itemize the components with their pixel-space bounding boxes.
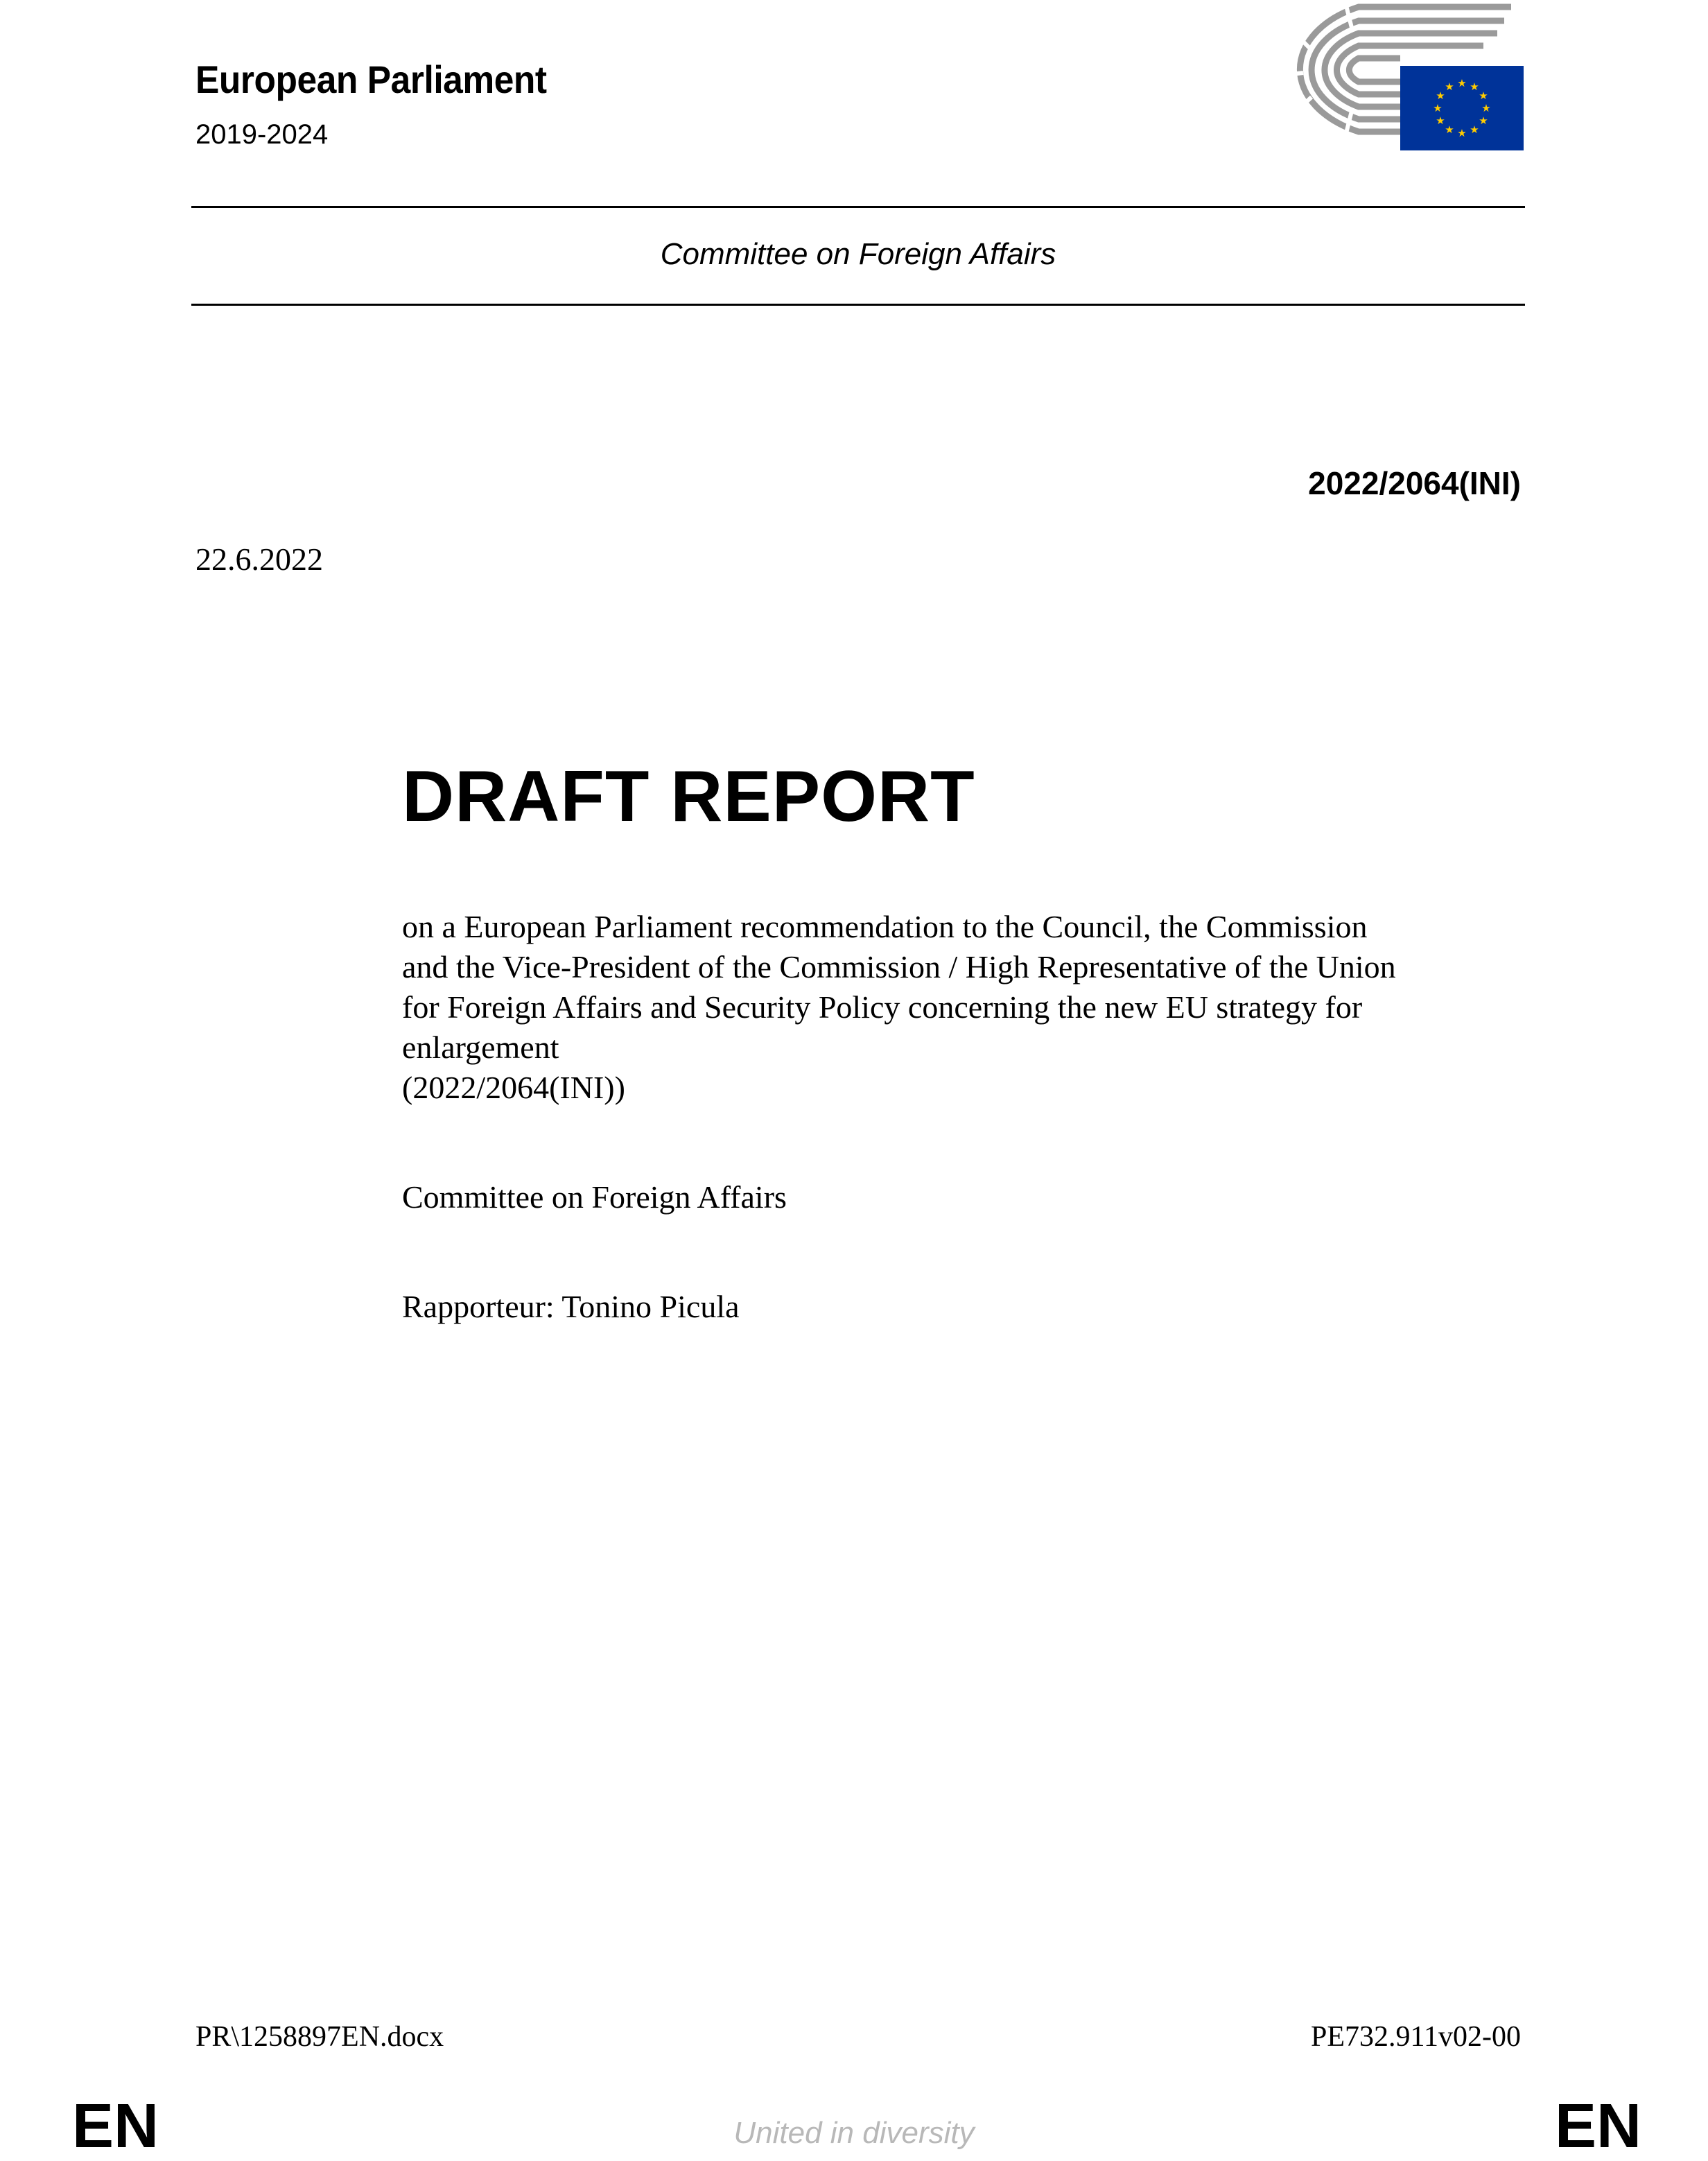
subject-line: enlargement xyxy=(402,1030,559,1065)
subject-line: and the Vice-President of the Commission / High Representative of the Union xyxy=(402,949,1396,984)
svg-text:★: ★ xyxy=(1436,114,1445,127)
subject-procedure-line: (2022/2064(INI)) xyxy=(402,1070,625,1105)
svg-text:★: ★ xyxy=(1479,89,1488,102)
svg-text:★: ★ xyxy=(1481,102,1491,114)
procedure-reference: 2022/2064(INI) xyxy=(1308,465,1521,501)
rapporteur: Rapporteur: Tonino Picula xyxy=(402,1289,740,1324)
eu-motto: United in diversity xyxy=(733,2116,975,2150)
document-date: 22.6.2022 xyxy=(195,541,323,577)
language-code-left: EN xyxy=(72,2092,159,2161)
svg-text:★: ★ xyxy=(1445,80,1454,93)
footer-pe-reference: PE732.911v02-00 xyxy=(1311,2021,1521,2053)
svg-text:★: ★ xyxy=(1436,89,1445,102)
svg-text:★: ★ xyxy=(1457,127,1467,139)
subject-line: for Foreign Affairs and Security Policy concerning the new EU strategy for xyxy=(402,989,1363,1025)
svg-text:★: ★ xyxy=(1445,123,1454,136)
header-rule-top xyxy=(191,206,1525,208)
svg-text:★: ★ xyxy=(1433,102,1443,114)
subject-line: on a European Parliament recommendation to the Council, the Commission xyxy=(402,909,1368,944)
european-parliament-logo-icon xyxy=(1248,0,1525,153)
document-title: DRAFT REPORT xyxy=(402,756,975,837)
svg-text:★: ★ xyxy=(1457,77,1467,89)
language-code-right: EN xyxy=(1554,2092,1641,2161)
report-subject xyxy=(402,907,1539,1108)
svg-text:★: ★ xyxy=(1470,123,1479,136)
responsible-committee: Committee on Foreign Affairs xyxy=(402,1179,787,1215)
svg-text:★: ★ xyxy=(1470,80,1479,93)
org-name: European Parliament xyxy=(195,58,547,101)
header-rule-bottom xyxy=(191,304,1525,306)
footer-file-name: PR\1258897EN.docx xyxy=(195,2021,444,2053)
parliamentary-term: 2019-2024 xyxy=(195,119,329,150)
committee-header: Committee on Foreign Affairs xyxy=(660,237,1056,271)
svg-text:★: ★ xyxy=(1479,114,1488,127)
